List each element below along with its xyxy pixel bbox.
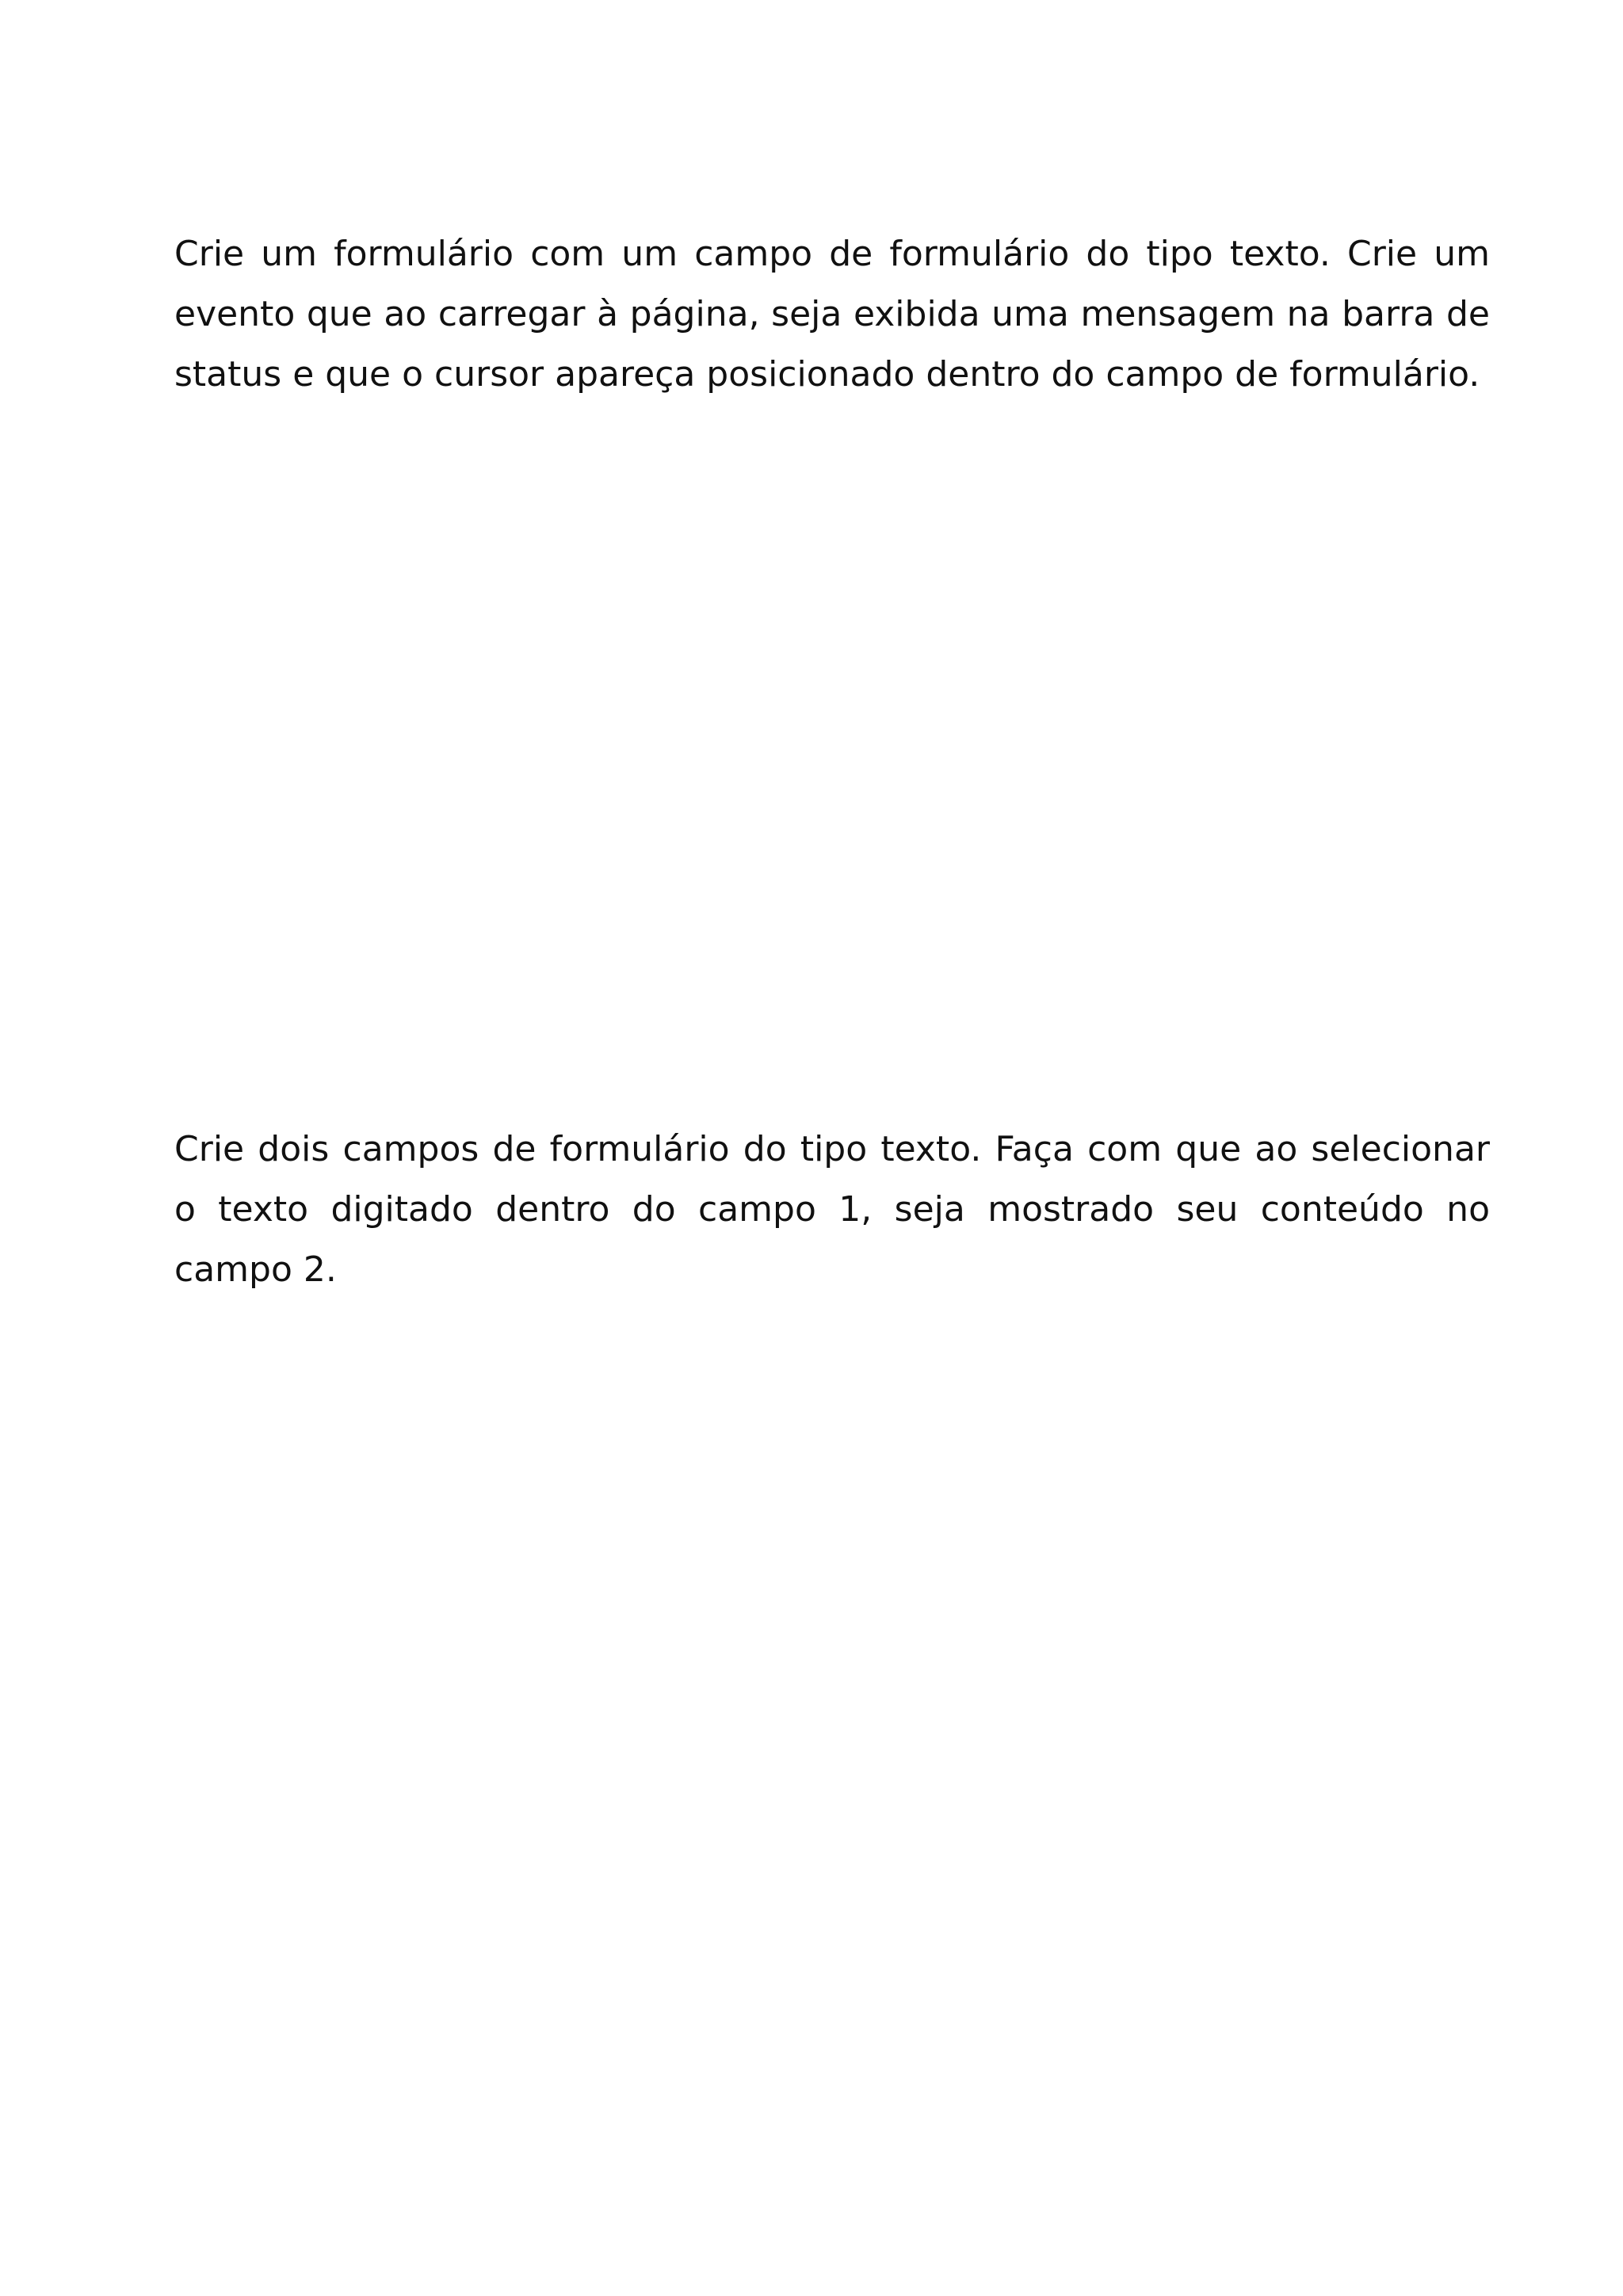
exercise-paragraph-1: Crie um formulário com um campo de formulário do tipo texto. Crie um evento que ao carregar à página, seja exibida uma mensagem na barra de status e que o cursor apareça posicionado dentro do campo de formulário. xyxy=(174,234,1490,395)
exercise-paragraph-2: Crie dois campos de formulário do tipo texto. Faça com que ao selecionar o texto digitado dentro do campo 1, seja mostrado seu conteúdo no campo 2. xyxy=(174,1129,1490,1290)
